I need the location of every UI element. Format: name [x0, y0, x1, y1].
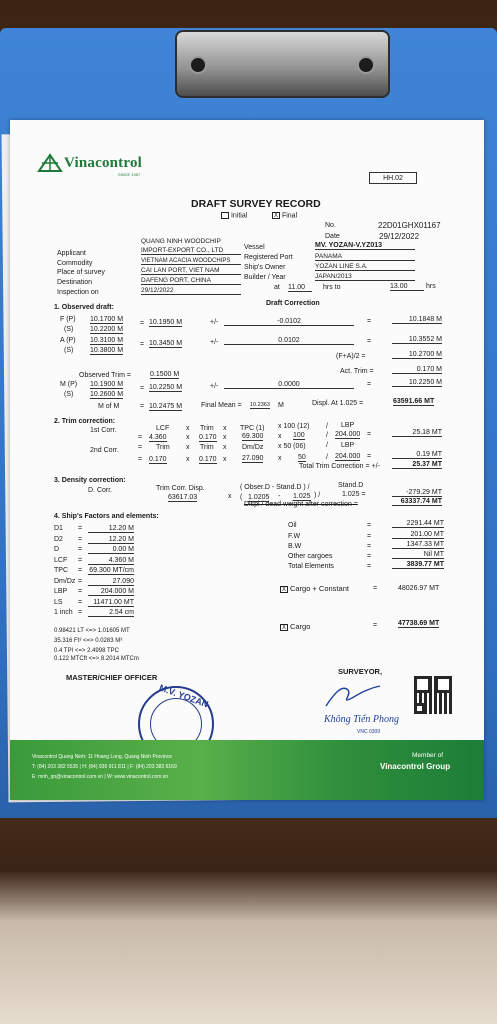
lbp-header: LBP	[341, 422, 355, 429]
cargo-constant-value: 48026.97 MT	[398, 585, 440, 592]
draft-survey-document	[10, 120, 484, 800]
factor-value: 11471.00 MT	[88, 599, 134, 607]
document-title: DRAFT SURVEY RECORD	[191, 198, 321, 210]
commodity-label: Commodity	[57, 260, 93, 267]
m-eq2: =	[367, 381, 372, 388]
factor-label: 1 inch	[54, 609, 73, 616]
trim3-value: 0.170	[199, 456, 217, 463]
total-elements-value: 3839.77 MT	[392, 561, 444, 569]
slash: /	[326, 442, 328, 449]
initial-checkbox	[221, 212, 247, 219]
act-trim-label: Act. Trim =	[340, 368, 374, 375]
cargo-mark: X	[281, 624, 286, 631]
dmdz-header: Dm/Dz	[242, 444, 264, 451]
eq: =	[367, 453, 372, 460]
eq: =	[367, 543, 372, 550]
obser-d-value: 1.0205	[248, 494, 270, 501]
after-correction-label: Displ / dead weight after correction =	[244, 501, 358, 508]
eq: =	[367, 533, 372, 540]
vessel-value: MV. YOZAN-V.YZ013	[315, 242, 415, 250]
a-corr: 0.0102	[224, 337, 354, 345]
fs-label: (S)	[64, 326, 74, 333]
a-eq2: =	[367, 338, 372, 345]
hrs-to-label: hrs to	[323, 284, 341, 291]
observed-trim-label: Observed Trim =	[79, 372, 131, 379]
m-mean: 10.2250 M	[149, 384, 183, 391]
m-pm: +/-	[210, 383, 219, 390]
inspection-label: Inspection on	[57, 289, 99, 296]
x-sign: x	[278, 455, 282, 462]
total-elements-label: Total Elements	[288, 563, 334, 570]
member-of: Member of	[412, 752, 444, 759]
x-sign: x	[223, 444, 227, 451]
factor-value: 27.090	[88, 578, 134, 586]
eq: =	[78, 535, 83, 543]
second-corr-label: 2nd Corr.	[90, 447, 119, 454]
eq: =	[373, 585, 378, 592]
factor-label: D	[54, 546, 60, 553]
bw-label: B.W	[288, 543, 302, 550]
a-mean: 10.3450 M	[149, 340, 183, 347]
ap-label: A (P)	[60, 337, 76, 344]
fa2-value: 10.2700 M	[392, 351, 442, 359]
factor-value: 0.00 M	[88, 546, 134, 554]
mp-value: 10.1900 M	[90, 381, 124, 388]
conversion-1: 0.98421 LT <=> 1.01605 MT	[54, 628, 130, 634]
oil-label: Oil	[288, 522, 297, 529]
mom-value: 10.2475 M	[149, 403, 183, 410]
signature-icon	[322, 680, 384, 712]
f-mean: 10.1950 M	[149, 319, 183, 326]
final-mean-value: 10.2363	[250, 402, 270, 408]
final-label: Final	[281, 212, 298, 220]
f-eq2: =	[367, 318, 372, 325]
slash: /	[326, 454, 328, 461]
other-cargoes-value: Nil MT	[392, 551, 444, 559]
lbp2-value: 204.000	[335, 453, 361, 460]
inspection-value: 29/12/2022	[141, 287, 241, 295]
fs-value: 10.2200 M	[90, 326, 124, 333]
date-value: 29/12/2022	[379, 232, 420, 241]
f-pm: +/-	[210, 319, 219, 326]
footer-email: E: mnh_qn@vinacontrol.com.vn | W: www.vinacontrol.com.vn	[32, 774, 169, 780]
ms-label: (S)	[64, 391, 74, 398]
company-logo-text: Vinacontrol	[64, 155, 143, 171]
eq: =	[78, 588, 83, 595]
draft-correction-heading: Draft Correction	[266, 300, 320, 307]
registered-port-value: PANAMA	[315, 253, 415, 261]
v100: 100	[293, 432, 305, 439]
factor-value: 12.20 M	[88, 525, 134, 533]
obser-stand-label: ( Obser.D - Stand.D ) /	[240, 484, 310, 491]
trim2-value: 0.170	[149, 456, 167, 463]
act-trim-value: 0.170 M	[392, 366, 442, 374]
bw-value: 1347.33 MT	[392, 541, 444, 549]
fp-value: 10.1700 M	[90, 316, 124, 323]
displ-label: Displ. At 1.025 =	[312, 400, 364, 407]
clip-rivet-icon	[357, 56, 375, 74]
form-code: HH.02	[369, 172, 417, 184]
clip-rivet-icon	[189, 56, 207, 74]
density-corr-value: -279.29 MT	[392, 489, 442, 497]
trim-correction-heading: 2. Trim correction:	[54, 418, 116, 425]
trim-corr-disp-label: Trim Corr. Disp.	[156, 485, 205, 492]
cargo-value: 47738.69 MT	[398, 620, 440, 627]
mom-eq: =	[140, 403, 145, 410]
mom-label: M of M	[98, 403, 120, 410]
stand-d-value: 1.025	[293, 493, 311, 500]
first-corr-label: 1st Corr.	[90, 427, 117, 434]
lbp-value: 204.000	[335, 431, 361, 438]
trim-corr-disp-value: 63617.03	[168, 494, 198, 501]
metal-clip	[175, 30, 390, 98]
master-label: MASTER/CHIEF OFFICER	[66, 673, 158, 682]
time-to: 13.00	[390, 283, 424, 291]
factor-label: LBP	[54, 588, 68, 595]
v50: 50	[298, 454, 306, 461]
cargo-checkbox	[280, 622, 310, 631]
f-eq: =	[140, 320, 145, 327]
factor-value: 69.300 MT/cm	[89, 567, 134, 574]
footer-phone: T: (84) 203 382 5535 | H: (84) 936 911 811 | F: (84) 203 382 6169	[32, 764, 177, 770]
x-sign: x	[223, 456, 227, 463]
eq: =	[78, 546, 83, 553]
x-sign: x	[186, 434, 190, 441]
eq: =	[367, 563, 372, 570]
cargo-constant-checkbox	[280, 584, 349, 593]
no-value: 22D01GHX01167	[378, 221, 441, 230]
factor-value: 204.000 M	[88, 588, 134, 596]
lcf-header: LCF	[156, 425, 170, 432]
conversion-2: 35.316 Ft³ <=> 0.0283 M³	[54, 638, 123, 644]
owner-value: YOZAN LINE S.A.	[315, 263, 415, 271]
applicant-line1: QUANG NINH WOODCHIP	[141, 238, 221, 245]
vinacontrol-logo-icon	[37, 153, 63, 175]
surveyor-label: SURVEYOR,	[338, 667, 383, 676]
eq: =	[78, 598, 83, 606]
m-corr: 0.0000	[224, 381, 354, 389]
stand-d-value-2: 1.025 =	[342, 491, 366, 498]
final-checkbox	[272, 212, 297, 219]
d-corr-label: D. Corr.	[88, 487, 113, 494]
qr-code-icon	[414, 676, 452, 714]
cargo-label: Cargo	[289, 622, 311, 631]
eq: =	[78, 525, 83, 532]
f-corr: -0.0102	[224, 318, 354, 326]
as-value: 10.3800 M	[90, 347, 124, 354]
eq: =	[78, 577, 83, 585]
trim-value: 0.170	[199, 434, 217, 441]
eq: =	[138, 444, 143, 451]
trim-header: Trim	[200, 425, 214, 432]
other-cargoes-label: Other cargoes	[288, 553, 333, 560]
eq: =	[78, 609, 83, 616]
lcf-value: 4.360	[149, 434, 167, 441]
tpc-header: TPC (1)	[240, 425, 265, 432]
destination-label: Destination	[57, 279, 93, 286]
second-corr-result: 0.19 MT	[392, 451, 442, 459]
eq: =	[367, 522, 372, 529]
ap-value: 10.3100 M	[90, 337, 124, 344]
commodity-value: VIETNAM ACACIA WOODCHIPS	[141, 258, 241, 265]
vinacontrol-group: Vinacontrol Group	[380, 762, 451, 771]
fp-label: F (P)	[60, 316, 76, 323]
place-value: CAI LAN PORT, VIET NAM	[141, 267, 241, 275]
surveyor-code: VNC 0309	[357, 729, 381, 735]
cargo-constant-mark: X	[281, 586, 286, 593]
footer-address: Vinacontrol Quang Ninh: 11 Hoang Long, Quang Ninh Province	[32, 754, 172, 760]
hrs-label: hrs	[426, 283, 436, 290]
fw-label: F.W	[288, 533, 301, 540]
paren-open: (	[240, 494, 243, 501]
trim-header-3: Trim	[200, 444, 214, 451]
factor-value: 12.20 M	[88, 536, 134, 544]
x-sign: x	[186, 456, 190, 463]
eq: =	[78, 567, 83, 574]
fw-value: 201.00 MT	[392, 531, 444, 539]
first-corr-result: 25.18 MT	[392, 429, 442, 437]
as-label: (S)	[64, 347, 74, 354]
builder-label: Builder / Year	[244, 274, 286, 281]
f-result: 10.1848 M	[392, 316, 442, 324]
ms-value: 10.2600 M	[90, 391, 124, 398]
time-from: 11.00	[288, 284, 312, 292]
observed-draft-heading: 1. Observed draft:	[54, 304, 114, 311]
factor-label: D2	[54, 535, 63, 543]
applicant-line2: IMPORT-EXPORT CO., LTD	[141, 247, 241, 255]
a-eq: =	[140, 341, 145, 348]
eq: =	[138, 456, 143, 463]
tpc-value: 69.300	[242, 433, 264, 440]
at-label: at	[274, 284, 280, 291]
mp-label: M (P)	[60, 381, 78, 388]
x-sign: x	[278, 433, 282, 440]
x-sign: x	[186, 425, 190, 432]
eq: =	[373, 622, 378, 629]
slash: /	[326, 423, 328, 430]
final-mark: X	[273, 213, 278, 219]
conversion-4: 0.122 MTCft <=> 8.2014 MTCm	[54, 656, 139, 662]
oil-value: 2291.44 MT	[392, 520, 444, 528]
ship-factors-heading: 4. Ship's Factors and elements:	[54, 513, 159, 520]
lbp-header-2: LBP	[341, 442, 355, 449]
fa2-label: (F+A)/2 =	[336, 353, 366, 360]
x-sign: x	[223, 425, 227, 432]
after-correction-value: 63337.74 MT	[392, 498, 442, 506]
total-trim-label: Total Trim Correction = +/-	[299, 463, 380, 470]
x-sign: x	[223, 434, 227, 441]
surveyor-name: Không Tiến Phong	[324, 714, 400, 725]
eq: =	[78, 556, 83, 564]
dmdz-value: 27.090	[242, 455, 264, 462]
footer-band	[10, 740, 484, 800]
factor-value: 2.54 cm	[88, 609, 134, 617]
factor-label: LCF	[54, 556, 68, 564]
observed-trim-value: 0.1500 M	[150, 371, 180, 378]
x-sign: x	[186, 444, 190, 451]
builder-value: JAPAN/2013	[315, 273, 415, 281]
since-text: SINCE 1957	[118, 172, 141, 177]
vessel-label: Vessel	[244, 244, 265, 251]
m-eq: =	[140, 385, 145, 392]
final-mean-label: Final Mean =	[201, 402, 242, 409]
destination-value: DAFENG PORT, CHINA	[141, 277, 241, 285]
factor-value: 4.360 M	[88, 557, 134, 565]
no-label: No.	[325, 222, 336, 229]
eq: =	[138, 434, 143, 441]
slash: /	[326, 432, 328, 439]
m-result: 10.2250 M	[392, 379, 442, 387]
factor-label: TPC	[54, 567, 68, 574]
x50-header: x 50 (06)	[278, 443, 306, 450]
eq: =	[367, 431, 372, 438]
stand-d-label: Stand.D	[338, 482, 364, 489]
owner-label: Ship's Owner	[244, 264, 286, 271]
factor-label: Dm/Dz	[54, 577, 76, 585]
factor-label: D1	[54, 525, 63, 532]
paren-close: ) /	[314, 492, 321, 499]
displ-value: 63591.66 MT	[393, 398, 435, 405]
a-result: 10.3552 M	[392, 336, 442, 344]
density-heading: 3. Density correction:	[54, 477, 126, 484]
x100-header: x 100 (12)	[278, 423, 310, 430]
a-pm: +/-	[210, 339, 219, 346]
stamp-top-text: M.V. YOZAN	[157, 682, 210, 710]
cargo-constant-label: Cargo + Constant	[289, 584, 349, 593]
x-sign: x	[228, 493, 232, 500]
date-label: Date	[325, 233, 340, 240]
registered-port-label: Registered Port	[244, 254, 293, 261]
total-trim-value: 25.37 MT	[392, 461, 442, 469]
applicant-label: Applicant	[57, 250, 86, 257]
initial-label: Initial	[230, 212, 248, 220]
final-mean-unit: M	[278, 402, 284, 409]
place-label: Place of survey	[57, 269, 105, 276]
minus: -	[278, 493, 281, 500]
conversion-3: 0.4 TPI <=> 2.4998 TPC	[54, 648, 119, 654]
trim-header-2: Trim	[156, 444, 170, 451]
factor-label: LS	[54, 598, 63, 606]
eq: =	[367, 553, 372, 560]
